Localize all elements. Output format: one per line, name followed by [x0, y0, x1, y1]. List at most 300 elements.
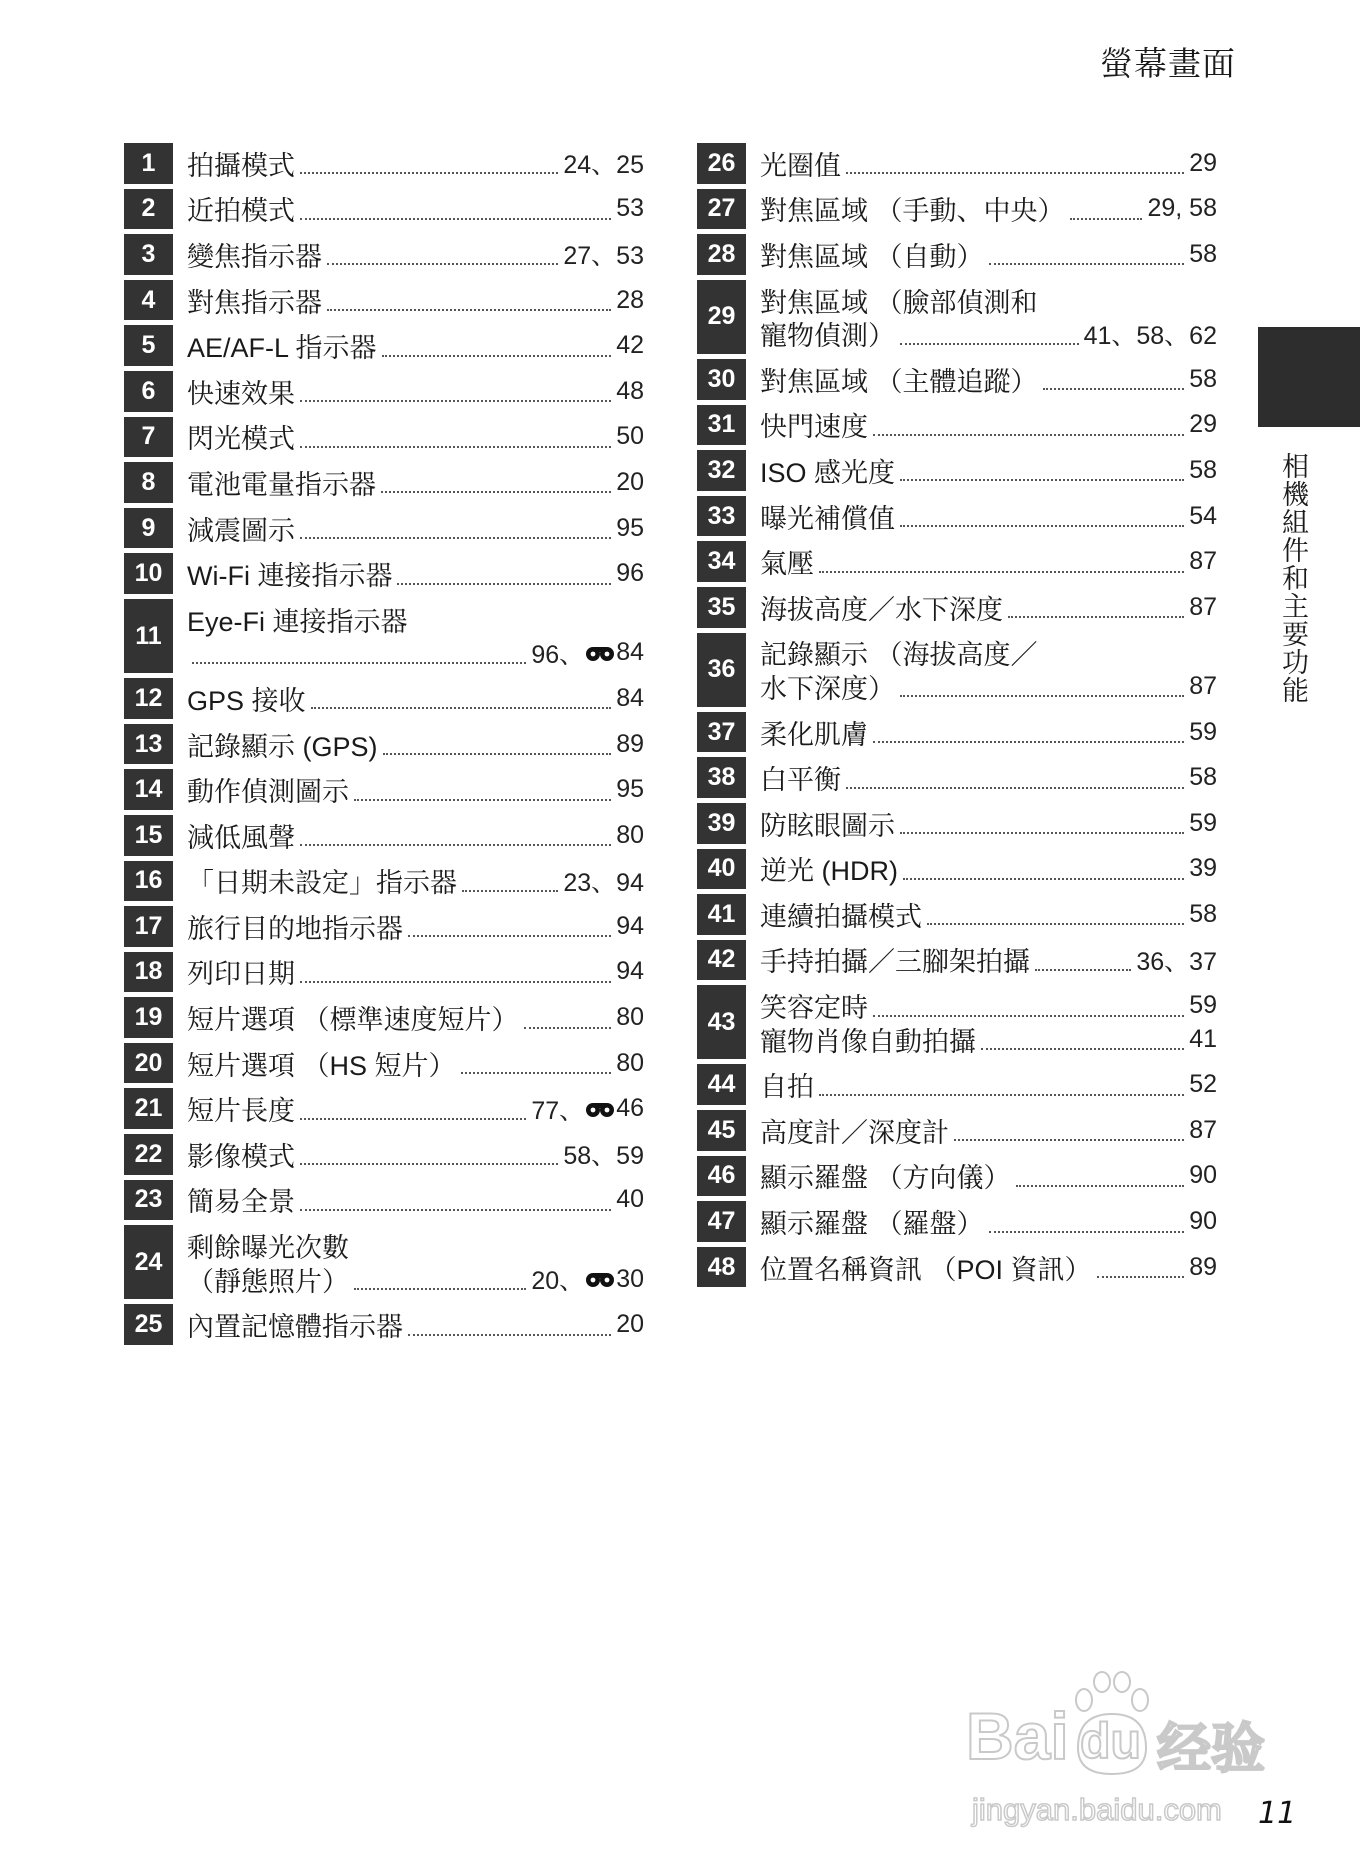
- legend-text: [187, 462, 644, 503]
- dotted-leader: [1043, 388, 1185, 390]
- legend-text: [760, 359, 1217, 400]
- legend-line: [187, 508, 644, 549]
- legend-row-9: [124, 508, 644, 554]
- page-reference: [1189, 593, 1217, 622]
- legend-row-16: [124, 861, 644, 907]
- legend-line: [760, 636, 1217, 670]
- legend-line: [760, 1110, 1217, 1151]
- page-numbers: 29: [1189, 148, 1217, 177]
- legend-label: AE/AF-L 指示器: [187, 333, 377, 364]
- page-numbers: 96、: [531, 640, 585, 669]
- legend-text: [187, 508, 644, 549]
- dotted-leader: [300, 844, 611, 846]
- legend-label: 減震圖示: [187, 515, 295, 546]
- legend-row-35: [697, 587, 1217, 633]
- legend-number-badge: 19: [124, 997, 173, 1038]
- legend-number-badge: 6: [124, 371, 173, 412]
- page-reference: [1189, 854, 1217, 883]
- legend-text: [187, 952, 644, 993]
- dotted-leader: [397, 583, 611, 585]
- page-numbers: 20: [616, 467, 644, 496]
- legend-label: 逆光 (HDR): [760, 856, 898, 887]
- legend-row-8: [124, 462, 644, 508]
- legend-text: [760, 541, 1217, 582]
- legend-line: [760, 283, 1217, 317]
- legend-label: 剩餘曝光次數: [187, 1233, 349, 1264]
- page-reference: [616, 286, 644, 315]
- legend-text: [187, 1180, 644, 1221]
- dotted-leader: [989, 1231, 1185, 1233]
- legend-line: [760, 712, 1217, 753]
- legend-number-badge: 3: [124, 234, 173, 275]
- dotted-leader: [408, 1334, 611, 1336]
- page-reference: [531, 1091, 644, 1127]
- legend-line: [187, 724, 644, 765]
- page-reference: [1084, 316, 1217, 352]
- dotted-leader: [981, 1048, 1184, 1050]
- dotted-leader: [300, 172, 558, 174]
- legend-label: 閃光模式: [187, 424, 295, 455]
- legend-text: [760, 280, 1217, 354]
- legend-line: [760, 317, 1217, 351]
- reference-page-number: 30: [616, 1264, 644, 1293]
- legend-text: [187, 815, 644, 856]
- page-numbers: 58: [1189, 239, 1217, 268]
- page-numbers: 90: [1189, 1207, 1217, 1236]
- legend-line: [187, 371, 644, 412]
- page-numbers: 40: [616, 1185, 644, 1214]
- legend-text: [187, 553, 644, 594]
- legend-number-badge: 31: [697, 405, 746, 446]
- dotted-leader: [900, 479, 1184, 481]
- dotted-leader: [1008, 616, 1184, 618]
- dotted-leader: [327, 263, 558, 265]
- legend-text: [187, 997, 644, 1038]
- page-numbers: 96: [616, 559, 644, 588]
- legend-line: [760, 541, 1217, 582]
- legend-line: [760, 359, 1217, 400]
- legend-row-24: [124, 1225, 644, 1304]
- legend-text: [187, 906, 644, 947]
- legend-number-badge: 27: [697, 189, 746, 230]
- legend-number-badge: 44: [697, 1064, 746, 1105]
- dotted-leader: [300, 1209, 611, 1211]
- page-numbers: 89: [1189, 1252, 1217, 1281]
- legend-line: [760, 234, 1217, 275]
- dotted-leader: [300, 981, 611, 983]
- legend-number-badge: 28: [697, 234, 746, 275]
- legend-line: [187, 861, 644, 902]
- legend-line: [187, 602, 644, 636]
- legend-row-39: [697, 803, 1217, 849]
- page-numbers: 59: [1189, 808, 1217, 837]
- legend-line: [760, 143, 1217, 184]
- page-reference: [616, 1049, 644, 1078]
- legend-row-26: [697, 143, 1217, 189]
- legend-row-44: [697, 1064, 1217, 1110]
- legend-label: 高度計／深度計: [760, 1117, 949, 1148]
- legend-number-badge: 40: [697, 849, 746, 890]
- legend-line: [760, 1247, 1217, 1288]
- legend-label: 對焦區域 （主體追蹤）: [760, 366, 1038, 397]
- legend-line: [187, 1262, 644, 1296]
- legend-line: [187, 815, 644, 856]
- page-reference: [563, 236, 644, 272]
- page-reference: [1189, 502, 1217, 531]
- page-reference: [563, 1136, 644, 1172]
- legend-row-43: [697, 985, 1217, 1064]
- legend-text: [760, 1064, 1217, 1105]
- legend-label: 影像模式: [187, 1141, 295, 1172]
- page-numbers: 36、37: [1136, 947, 1217, 976]
- page-numbers: 24、25: [563, 151, 644, 180]
- legend-number-badge: 29: [697, 280, 746, 354]
- dotted-leader: [873, 434, 1184, 436]
- legend-text: [760, 712, 1217, 753]
- legend-row-11: [124, 599, 644, 678]
- legend-line: [760, 894, 1217, 935]
- legend-label: 短片長度: [187, 1096, 295, 1127]
- page-numbers: 87: [1189, 592, 1217, 621]
- legend-row-14: [124, 769, 644, 815]
- page-numbers: 20: [616, 1310, 644, 1339]
- dotted-leader: [900, 832, 1184, 834]
- binocular-reference-icon: [585, 644, 615, 662]
- legend-line: [760, 587, 1217, 628]
- dotted-leader: [846, 787, 1184, 789]
- dotted-leader: [300, 446, 611, 448]
- binocular-reference-icon: [585, 1270, 615, 1288]
- dotted-leader: [954, 1139, 1184, 1141]
- dotted-leader: [462, 890, 558, 892]
- legend-label: 記錄顯示 （海拔高度／: [760, 640, 1038, 671]
- legend-number-badge: 36: [697, 633, 746, 707]
- legend-number-badge: 33: [697, 496, 746, 537]
- legend-row-7: [124, 417, 644, 463]
- legend-label: 光圈值: [760, 150, 841, 181]
- legend-number-badge: 45: [697, 1110, 746, 1151]
- legend-text: [187, 599, 644, 673]
- page-reference: [616, 684, 644, 713]
- legend-label: 列印日期: [187, 959, 295, 990]
- legend-label: 位置名稱資訊 （POI 資訊）: [760, 1254, 1092, 1285]
- legend-text: [760, 803, 1217, 844]
- page-reference: [616, 194, 644, 223]
- legend-number-badge: 17: [124, 906, 173, 947]
- dotted-leader: [900, 695, 1184, 697]
- page-numbers: 80: [616, 1003, 644, 1032]
- legend-number-badge: 14: [124, 769, 173, 810]
- legend-text: [760, 234, 1217, 275]
- legend-text: [187, 325, 644, 366]
- legend-line: [760, 189, 1217, 230]
- legend-row-22: [124, 1134, 644, 1180]
- legend-row-30: [697, 359, 1217, 405]
- legend-row-20: [124, 1043, 644, 1089]
- legend-label: 海拔高度／水下深度: [760, 594, 1003, 625]
- legend-number-badge: 43: [697, 985, 746, 1059]
- page-numbers: 54: [1189, 501, 1217, 530]
- legend-text: [760, 894, 1217, 935]
- legend-label: 短片選項 （標準速度短片）: [187, 1005, 519, 1036]
- page-numbers: 94: [616, 957, 644, 986]
- legend-row-37: [697, 712, 1217, 758]
- legend-row-31: [697, 405, 1217, 451]
- page-numbers: 52: [1189, 1070, 1217, 1099]
- legend-row-33: [697, 496, 1217, 542]
- dotted-leader: [873, 1015, 1184, 1017]
- legend-text: [760, 1247, 1217, 1288]
- legend-label: 對焦區域 （手動、中央）: [760, 196, 1065, 227]
- legend-label: 電池電量指示器: [187, 469, 376, 500]
- legend-label: 減低風聲: [187, 822, 295, 853]
- legend-row-27: [697, 189, 1217, 235]
- page-numbers: 95: [616, 513, 644, 542]
- legend-text: [187, 371, 644, 412]
- legend-text: [760, 1156, 1217, 1197]
- legend-label: 快門速度: [760, 412, 868, 443]
- legend-label: ISO 感光度: [760, 457, 896, 488]
- dotted-leader: [192, 662, 526, 664]
- legend-text: [760, 985, 1217, 1059]
- page-reference: [563, 145, 644, 181]
- legend-line: [760, 1201, 1217, 1242]
- legend-number-badge: 18: [124, 952, 173, 993]
- page-reference: [531, 1261, 644, 1297]
- legend-label: GPS 接收: [187, 685, 306, 716]
- page-reference: [1189, 763, 1217, 792]
- dotted-leader: [354, 799, 611, 801]
- legend-row-28: [697, 234, 1217, 280]
- legend-number-badge: 13: [124, 724, 173, 765]
- legend-text: [760, 1110, 1217, 1151]
- watermark-url: jingyan.baidu.com: [972, 1792, 1222, 1827]
- reference-page-number: 46: [616, 1094, 644, 1123]
- legend-label: 內置記憶體指示器: [187, 1312, 403, 1343]
- legend-label: 白平衡: [760, 765, 841, 796]
- legend-text: [187, 189, 644, 230]
- legend-label: 柔化肌膚: [760, 719, 868, 750]
- page-reference: [1189, 809, 1217, 838]
- page-reference: [616, 377, 644, 406]
- dotted-leader: [354, 1288, 526, 1290]
- legend-number-badge: 15: [124, 815, 173, 856]
- legend-label: 防眩眼圖示: [760, 810, 895, 841]
- page-numbers: 28: [616, 285, 644, 314]
- dotted-leader: [900, 343, 1079, 345]
- page-reference: [616, 422, 644, 451]
- legend-label: 旅行目的地指示器: [187, 913, 403, 944]
- legend-text: [187, 143, 644, 184]
- page-reference: [616, 514, 644, 543]
- page-title: 螢幕畫面: [1100, 45, 1236, 82]
- dotted-leader: [819, 571, 1184, 573]
- legend-line: [187, 462, 644, 503]
- legend-number-badge: 2: [124, 189, 173, 230]
- legend-label: 顯示羅盤 （羅盤）: [760, 1209, 984, 1240]
- page-reference: [1189, 240, 1217, 269]
- legend-text: [187, 1304, 644, 1345]
- page-numbers: 48: [616, 376, 644, 405]
- legend-line: [187, 189, 644, 230]
- dotted-leader: [873, 741, 1184, 743]
- legend-line: [760, 989, 1217, 1023]
- legend-row-47: [697, 1201, 1217, 1247]
- binocular-reference-icon: [585, 1100, 615, 1118]
- legend-column-right: [697, 143, 1217, 1292]
- legend-number-badge: 16: [124, 861, 173, 902]
- legend-label: 近拍模式: [187, 196, 295, 227]
- legend-text: [760, 189, 1217, 230]
- legend-label: 曝光補償值: [760, 503, 895, 534]
- legend-text: [760, 757, 1217, 798]
- legend-label: 顯示羅盤 （方向儀）: [760, 1163, 1011, 1194]
- legend-row-42: [697, 940, 1217, 986]
- legend-text: [187, 1225, 644, 1299]
- page-numbers: 58: [1189, 899, 1217, 928]
- legend-label: （靜態照片）: [187, 1266, 349, 1297]
- dotted-leader: [300, 1118, 526, 1120]
- legend-label: 笑容定時: [760, 993, 868, 1024]
- page-reference: [616, 912, 644, 941]
- legend-row-17: [124, 906, 644, 952]
- legend-number-badge: 7: [124, 417, 173, 458]
- page-reference: [1136, 942, 1217, 978]
- legend-number-badge: 32: [697, 450, 746, 491]
- page-numbers: 87: [1189, 1115, 1217, 1144]
- page-numbers: 27、53: [563, 242, 644, 271]
- page-numbers: 90: [1189, 1161, 1217, 1190]
- legend-row-15: [124, 815, 644, 861]
- legend-label: Eye-Fi 連接指示器: [187, 606, 408, 637]
- legend-label: 變焦指示器: [187, 241, 322, 272]
- page-numbers: 59: [1189, 991, 1217, 1020]
- page-reference: [616, 331, 644, 360]
- dotted-leader: [1035, 969, 1131, 971]
- legend-line: [187, 1229, 644, 1263]
- dotted-leader: [846, 172, 1184, 174]
- legend-line: [187, 636, 644, 670]
- page-reference: [616, 1185, 644, 1214]
- legend-number-badge: 12: [124, 678, 173, 719]
- page-numbers: 77、: [531, 1096, 585, 1125]
- legend-number-badge: 23: [124, 1180, 173, 1221]
- page-numbers: 87: [1189, 547, 1217, 576]
- page-numbers: 41、58、62: [1083, 321, 1217, 350]
- chapter-tab-marker: [1258, 327, 1360, 427]
- legend-row-48: [697, 1247, 1217, 1293]
- legend-text: [187, 417, 644, 458]
- legend-text: [760, 405, 1217, 446]
- dotted-leader: [300, 400, 611, 402]
- legend-label: 動作偵測圖示: [187, 777, 349, 808]
- page-numbers: 80: [616, 820, 644, 849]
- legend-row-5: [124, 325, 644, 371]
- legend-text: [187, 1088, 644, 1129]
- legend-text: [187, 280, 644, 321]
- legend-line: [187, 234, 644, 275]
- legend-label: 手持拍攝／三腳架拍攝: [760, 947, 1030, 978]
- legend-number-badge: 20: [124, 1043, 173, 1084]
- legend-line: [187, 1304, 644, 1345]
- legend-line: [187, 553, 644, 594]
- legend-number-badge: 47: [697, 1201, 746, 1242]
- dotted-leader: [311, 707, 612, 709]
- legend-label: Wi-Fi 連接指示器: [187, 561, 393, 592]
- legend-text: [187, 678, 644, 719]
- page-numbers: 84: [616, 683, 644, 712]
- page-reference: [1189, 456, 1217, 485]
- legend-number-badge: 42: [697, 940, 746, 981]
- legend-line: [187, 678, 644, 719]
- legend-text: [187, 1043, 644, 1084]
- legend-line: [760, 1156, 1217, 1197]
- dotted-leader: [1016, 1185, 1185, 1187]
- page-numbers: 87: [1189, 671, 1217, 700]
- page-reference: [616, 957, 644, 986]
- legend-text: [187, 769, 644, 810]
- legend-line: [760, 670, 1217, 704]
- legend-number-badge: 9: [124, 508, 173, 549]
- legend-line: [187, 906, 644, 947]
- watermark-brand-cn: 经验: [1157, 1719, 1265, 1779]
- dotted-leader: [1097, 1276, 1185, 1278]
- page-reference: [1147, 194, 1217, 223]
- legend-row-21: [124, 1088, 644, 1134]
- page-reference: [616, 468, 644, 497]
- legend-row-40: [697, 849, 1217, 895]
- legend-row-32: [697, 450, 1217, 496]
- page-reference: [616, 730, 644, 759]
- page-reference: [1189, 1025, 1217, 1054]
- page-reference: [1189, 149, 1217, 178]
- dotted-leader: [383, 753, 612, 755]
- legend-label: 連續拍攝模式: [760, 901, 922, 932]
- legend-row-13: [124, 724, 644, 770]
- page-numbers: 42: [616, 331, 644, 360]
- legend-line: [760, 940, 1217, 981]
- legend-line: [187, 1088, 644, 1129]
- legend-number-badge: 22: [124, 1134, 173, 1175]
- legend-number-badge: 35: [697, 587, 746, 628]
- legend-line: [760, 803, 1217, 844]
- legend-line: [187, 1134, 644, 1175]
- dotted-leader: [408, 935, 611, 937]
- dotted-leader: [300, 537, 611, 539]
- page-reference: [1189, 1070, 1217, 1099]
- page-reference: [616, 821, 644, 850]
- legend-line: [187, 769, 644, 810]
- page-numbers: 94: [616, 911, 644, 940]
- dotted-leader: [461, 1072, 612, 1074]
- page-reference: [563, 863, 644, 899]
- legend-line: [187, 417, 644, 458]
- legend-row-25: [124, 1304, 644, 1350]
- dotted-leader: [300, 1163, 558, 1165]
- legend-number-badge: 21: [124, 1088, 173, 1129]
- legend-line: [187, 280, 644, 321]
- page-numbers: 58、59: [563, 1142, 644, 1171]
- legend-number-badge: 37: [697, 712, 746, 753]
- legend-number-badge: 34: [697, 541, 746, 582]
- page-reference: [1189, 718, 1217, 747]
- legend-label: 記錄顯示 (GPS): [187, 731, 378, 762]
- dotted-leader: [900, 525, 1184, 527]
- legend-text: [187, 724, 644, 765]
- chapter-side-label: 相機組件和主要功能: [1278, 452, 1308, 704]
- page-reference: [616, 1310, 644, 1339]
- legend-row-6: [124, 371, 644, 417]
